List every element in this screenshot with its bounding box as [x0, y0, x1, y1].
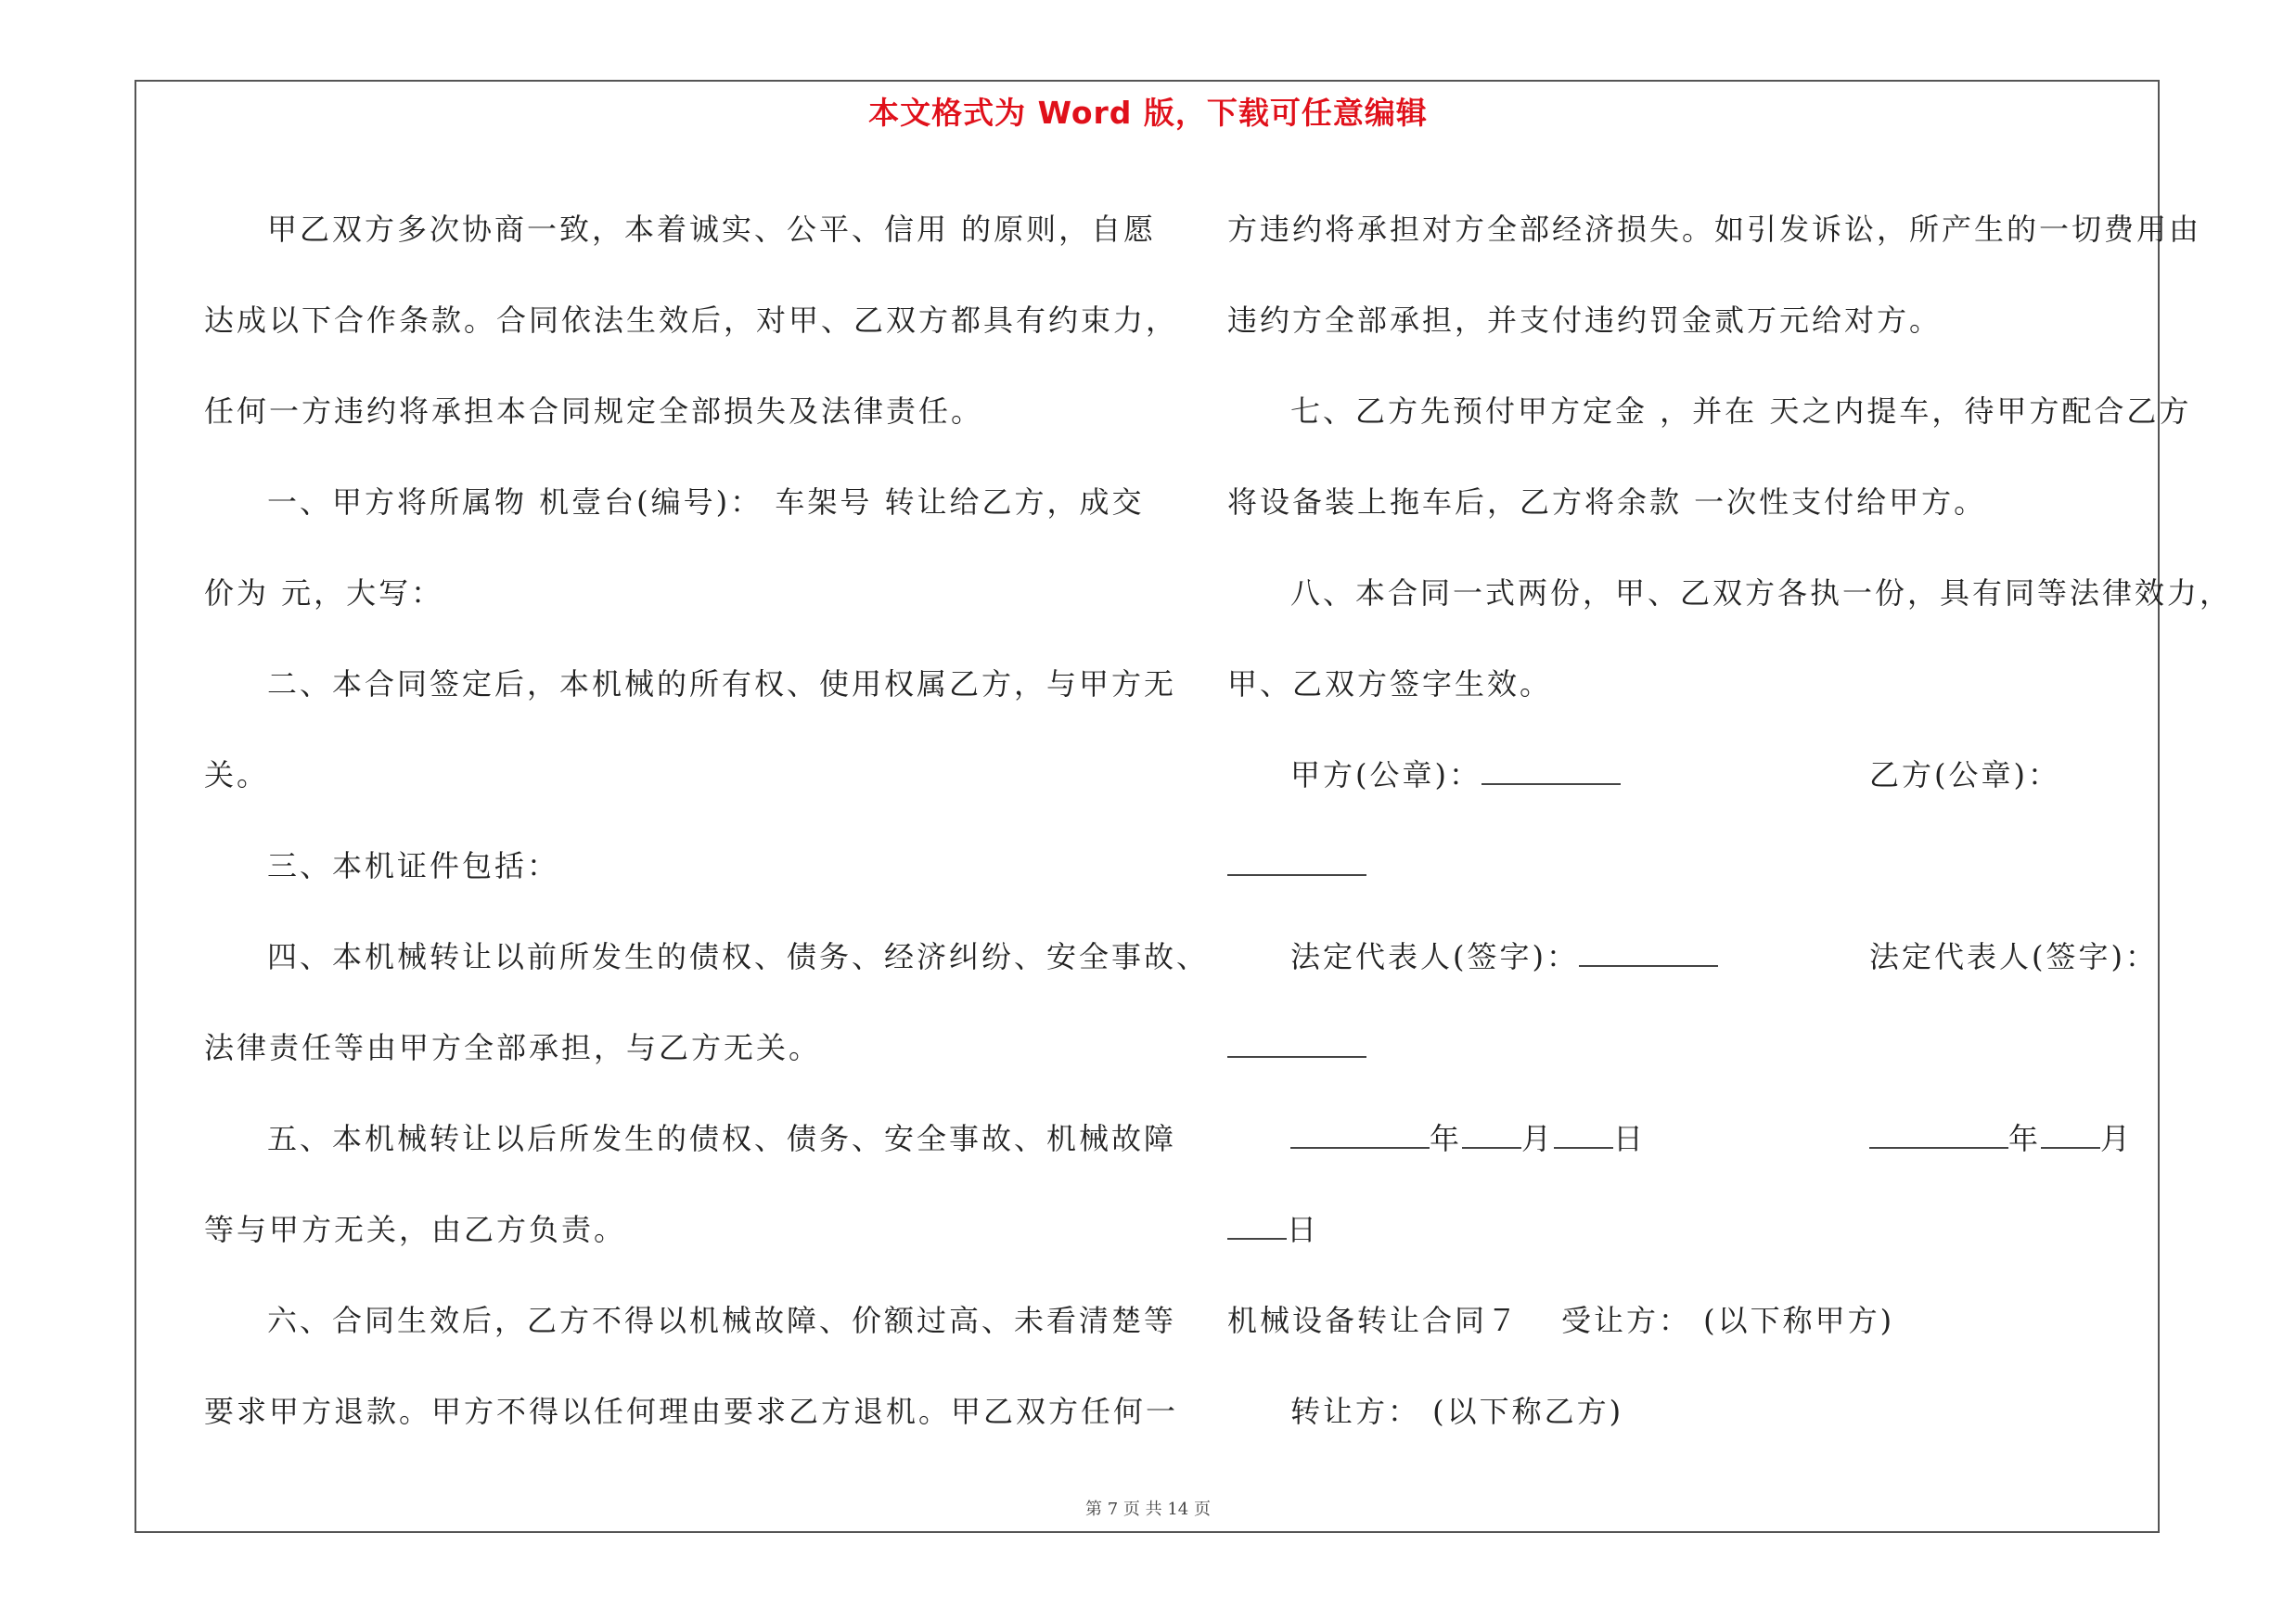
legal-rep-b-blank [1227, 1032, 1366, 1058]
left-column [204, 184, 1210, 1457]
transferee-line: 受让方： (以下称甲方) [1561, 1303, 1895, 1338]
year-blank [1290, 1123, 1430, 1149]
clause-6-continued-line: 违约方全部承担，并支付违约罚金贰万元给对方。 [1227, 303, 1943, 338]
clause-1-line: 一、甲方将所属物 机壹台(编号)： 车架号 转让给乙方，成交 [267, 484, 1145, 520]
clause-4-line: 法律责任等由甲方全部承担，与乙方无关。 [204, 1030, 822, 1065]
clause-7-line: 将设备装上拖车后，乙方将余款 一次性支付给甲方。 [1227, 484, 1987, 520]
legal-rep-blank-row [1227, 1002, 2160, 1093]
clause-2-line: 关。 [204, 757, 270, 792]
page-number: 第 7 页 共 14 页 [1085, 1500, 1211, 1519]
next-contract-title: 机械设备转让合同７ [1227, 1303, 1520, 1338]
transferor-line: 转让方： (以下称乙方) [1290, 1394, 1624, 1429]
legal-rep-row [1227, 911, 2160, 1002]
legal-rep-a [1290, 911, 1718, 1002]
format-banner: 本文格式为 Word 版，下载可任意编辑 [868, 95, 1428, 131]
legal-rep-b-label: 法定代表人(签字)： [1869, 939, 2158, 974]
year-blank [1869, 1123, 2008, 1149]
clause-3-line: 三、本机证件包括： [267, 848, 560, 883]
party-a-seal-blank [1481, 759, 1621, 785]
day-blank [1554, 1123, 1613, 1149]
date-day-row [1227, 1184, 2160, 1275]
clause-6-line: 要求甲方退款。甲方不得以任何理由要求乙方退机。甲乙双方任何一 [204, 1394, 1179, 1429]
clause-5-line: 等与甲方无关，由乙方负责。 [204, 1212, 627, 1247]
month-label: 月 [1521, 1121, 1555, 1156]
clause-4-line: 四、本机械转让以前所发生的债权、债务、经济纠纷、安全事故、 [267, 939, 1210, 974]
seal-row [1227, 729, 2160, 820]
clause-2-line: 二、本合同签定后，本机械的所有权、使用权属乙方，与甲方无 [267, 666, 1177, 702]
clause-6-continued-line: 方违约将承担对方全部经济损失。如引发诉讼，所产生的一切费用由 [1227, 212, 2202, 247]
legal-rep-a-blank [1579, 941, 1718, 967]
date-row [1227, 1093, 2160, 1184]
party-b-seal-label: 乙方(公章)： [1869, 757, 2060, 792]
day-label: 日 [1613, 1121, 1647, 1156]
date-a [1290, 1093, 1646, 1184]
clause-8-line: 甲、乙双方签字生效。 [1227, 666, 1553, 702]
clause-7-line: 七、乙方先预付甲方定金 ，并在 天之内提车，待甲方配合乙方 [1290, 393, 2192, 429]
party-a-seal [1290, 729, 1621, 820]
month-blank [2041, 1123, 2100, 1149]
clause-5-line: 五、本机械转让以后所发生的债权、债务、安全事故、机械故障 [267, 1121, 1177, 1156]
seal-blank-row [1227, 820, 2160, 911]
party-b-seal-blank [1227, 850, 1366, 876]
date-b [1869, 1093, 2133, 1184]
clause-1-line: 价为 元，大写： [204, 575, 444, 611]
day-blank [1227, 1214, 1287, 1240]
paragraph-line: 达成以下合作条款。合同依法生效后，对甲、乙双方都具有约束力， [204, 303, 1179, 338]
month-label: 月 [2100, 1121, 2134, 1156]
paragraph-line: 任何一方违约将承担本合同规定全部损失及法律责任。 [204, 393, 984, 429]
day-label: 日 [1287, 1212, 1320, 1247]
right-column [1227, 184, 2233, 1457]
clause-8-line: 八、本合同一式两份，甲、乙双方各执一份，具有同等法律效力， [1290, 575, 2233, 611]
legal-rep-a-label: 法定代表人(签字)： [1290, 939, 1579, 974]
year-label: 年 [2008, 1121, 2042, 1156]
next-contract-row [1227, 1275, 2160, 1366]
paragraph-line: 甲乙双方多次协商一致，本着诚实、公平、信用 的原则，自愿 [267, 212, 1157, 247]
party-a-seal-label: 甲方(公章)： [1290, 757, 1481, 792]
month-blank [1462, 1123, 1521, 1149]
year-label: 年 [1430, 1121, 1463, 1156]
clause-6-line: 六、合同生效后，乙方不得以机械故障、价额过高、未看清楚等 [267, 1303, 1177, 1338]
